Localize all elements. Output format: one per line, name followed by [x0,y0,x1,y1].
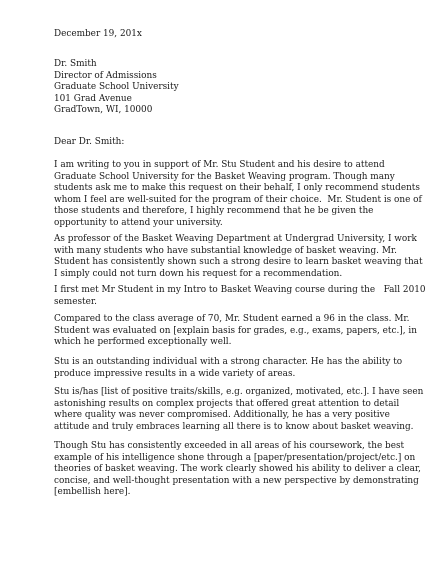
paragraph-line: I am writing to you in support of Mr. Stu Student and his desire to attend [54,160,385,170]
paragraph-line: where quality was never compromised. Additionally, he has a very positive [54,410,390,420]
paragraph-line: I first met Mr Student in my Intro to Basket Weaving course during the Fall 2010 [54,285,426,295]
paragraph-line: Student was evaluated on [explain basis for grades, e.g., exams, papers, etc.], in [54,325,417,336]
paragraph-line: astonishing results on complex projects that offered great attention to detail [54,398,400,409]
paragraph-line: concise, and well-thought presentation with a new perspective by demonstrating [54,475,419,486]
recipient-title: Director of Admissions [54,70,157,81]
paragraph-line: Stu is an outstanding individual with a strong character. He has the ability to [54,357,403,367]
letter-date: December 19, 201x [54,29,142,39]
paragraph-line: semester. [54,296,97,307]
paragraph-line: with many students who have substantial knowledge of basket weaving. Mr. [54,245,397,256]
paragraph-line: Stu is/has [list of positive traits/skills, e.g. organized, motivated, etc.]. I have seen [54,387,424,397]
paragraph-line: theories of basket weaving. The work clearly showed his ability to deliver a clear, [54,464,421,474]
paragraph-line: produce impressive results in a wide variety of areas. [54,368,296,379]
paragraph-line: Student has consistently shown such a strong desire to learn basket weaving that [54,257,423,267]
paragraph-line: Though Stu has consistently exceeded in all areas of his coursework, the best [54,441,405,451]
paragraph-line: whom I feel are well-suited for the program of their choice. Mr. Student is one of [54,194,422,205]
paragraph-line: example of his intelligence shone through a [paper/presentation/project/etc.] on [54,452,416,463]
paragraph-line: Graduate School University for the Basket Weaving program. Though many [54,171,395,182]
paragraph-line: As professor of the Basket Weaving Department at Undergrad University, I work [54,234,417,244]
paragraph-line: opportunity to attend your university. [54,217,223,228]
salutation: Dear Dr. Smith: [54,137,125,147]
paragraph-line: I simply could not turn down his request for a recommendation. [54,268,343,279]
recipient-organization: Graduate School University [54,82,179,92]
paragraph-line: [embellish here]. [54,487,131,497]
recipient-city: GradTown, WI, 10000 [54,105,153,115]
paragraph-line: those students and therefore, I highly recommend that he be given the [54,206,374,216]
paragraph-line: attitude and truly embraces learning all there is to know about basket weaving. [54,421,414,432]
recipient-street: 101 Grad Avenue [54,93,132,104]
recipient-name: Dr. Smith [54,59,97,69]
paragraph-line: Compared to the class average of 70, Mr. Student earned a 96 in the class. Mr. [54,314,410,324]
paragraph-line: students ask me to make this request on their behalf, I only recommend students [54,183,420,193]
paragraph-line: which he performed exceptionally well. [54,337,232,347]
